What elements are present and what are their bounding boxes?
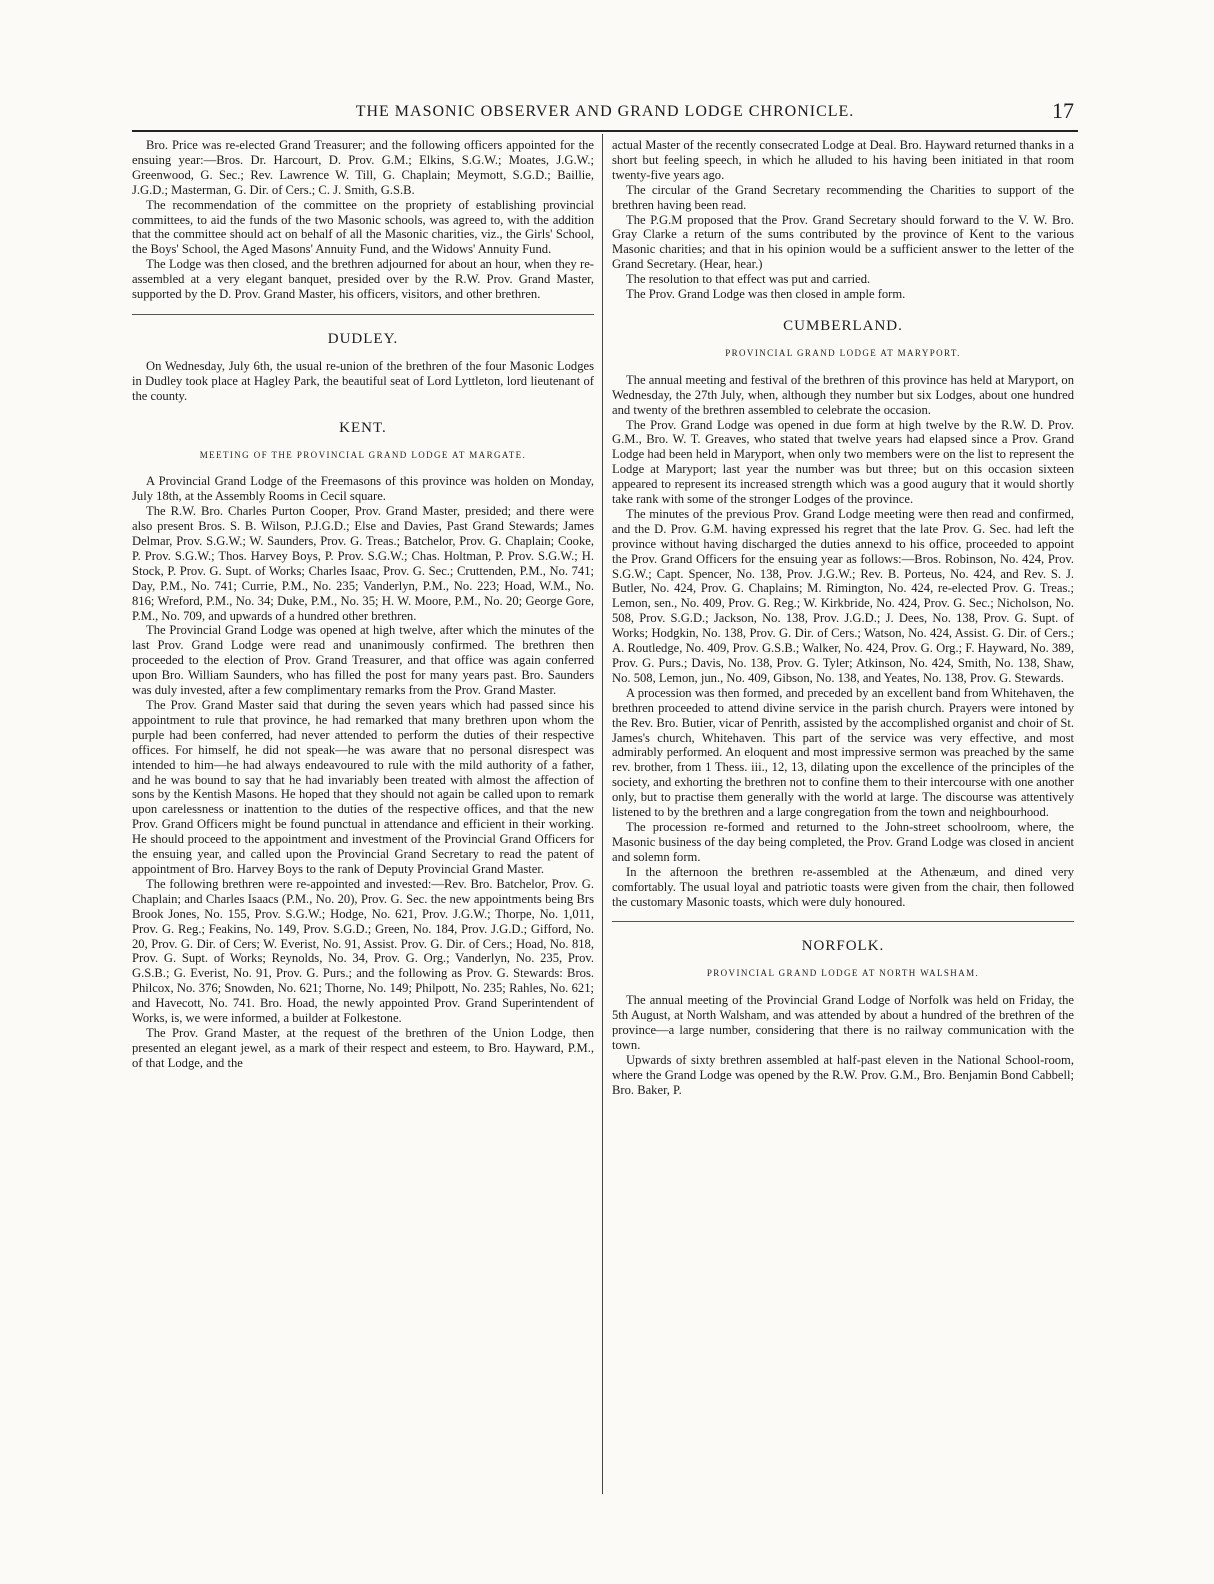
paragraph: The resolution to that effect was put and carried. [626,272,871,287]
paragraph: The minutes of the previous Prov. Grand Lodge meeting were then read and confirmed, and the D. Prov. G.M. having expressed his regret that the late Prov. G. Sec. had left the province without having discharged the duties annexd to his office, proceeded to appoint the Prov. Grand Officers for the ensuing year as follows:—Bros. Robinson, No. 424, Prov. S.G.W.; Capt. Spencer, No. 138, Prov. J.G.W.; Rev. B. Porteus, No. 424, and Rev. S. J. Butler, No. 424, Prov. G. Chaplains; M. Rimington, No. 424, re-elected Prov. G. Treas.; Lemon, sen., No. 409, Prov. G. Reg.; W. Kirkbride, No. 424, Prov. G. Sec.; Nicholson, No. 508, Prov. S.G.D.; Jackson, No. 138, Prov. J.G.D.; J. Dees, No. 138, Prov. G. Supt. of Works; Hodgkin, No. 138, Prov. G. Dir. of Cers.; Watson, No. 424, Assist. G. Dir. of Cers.; A. Routledge, No. 409, Prov. G.S.B.; Walker, No. 424, Prov. G. Org.; F. Hayward, No. 389, Prov. G. Purs.; Davis, No. 138, Prov. G. Tyler; Atkinson, No. 424, Smith, No. 138, Shaw, No. 508, Lemon, jun., No. 409, Gibson, No. 138, and Yeates, No. 138, Prov. G. Stewards. [612,506,1074,685]
section-title-kent: KENT. [339,419,387,436]
section-title-norfolk: NORFOLK. [801,938,885,955]
paragraph: The Prov. Grand Lodge was then closed in ample form. [626,287,906,302]
paragraph: The circular of the Grand Secretary recommending the Charities to support of the brethren having been read. [612,182,1074,212]
paragraph: The Prov. Grand Master said that during the seven years which had passed since his appointment to rule that province, he had remarked that many brethren upon whom the purple had been conferred, had never attended to perform the duties of their respective offices. For himself, he did not speak—he was aware that no personal disrespect was intended to him—he had always endeavoured to rule with the mild authority of a father, and he was bound to say that he had invariably been treated with almost the affection of sons by the Kentish Masons. He hoped that they should not again be called upon to remark upon carelessness or inattention to the duties of the respective offices, and that the new Prov. Grand Officers might be found punctual in attendance and efficient in their working. He should proceed to the appointment and investment of the Provincial Grand Officers for the ensuing year, and called upon the Provincial Grand Secretary to read the patent of appointment of Bro. Harvey Boys to the rank of Deputy Provincial Grand Master. [132,698,594,876]
left-column [132,138,594,1486]
paragraph: The annual meeting of the Provincial Grand Lodge of Norfolk was held on Friday, the 5th August, at North Walsham, and was attended by about a hundred of the brethren of the province—a large number, considering that there is no railway communication with the town. [612,993,1074,1052]
paragraph: The Prov. Grand Master, at the request of the brethren of the Union Lodge, then presented an elegant jewel, as a mark of their respect and esteem, to Bro. Hayward, P.M., of that Lodge, and the [132,1025,594,1070]
paragraph: The procession re-formed and returned to the John-street schoolroom, where, the Masonic business of the day being completed, the Prov. Grand Lodge was closed in ancient and solemn form. [612,819,1074,864]
paragraph: Bro. Price was re-elected Grand Treasurer; and the following officers appointed for the ensuing year:—Bros. Dr. Harcourt, D. Prov. G.M.; Elkins, S.G.W.; Moates, J.G.W.; Greenwood, G. Sec.; Rev. Lawrence W. Till, G. Chaplain; Meymott, S.G.D.; Baillie, J.G.D.; Masterman, G. Dir. of Cers.; C. J. Smith, G.S.B. [132,138,594,197]
paragraph: The Prov. Grand Lodge was opened in due form at high twelve by the R.W. D. Prov. G.M., Bro. W. T. Greaves, who stated that twelve years had elapsed since a Prov. Grand Lodge had been held in Maryport, when only two members were on the list to represent the Lodge at Maryport; last year the number was but three; but on this occasion sixteen appeared to represent its increased strength which was a good augury that it would shortly take rank with some of the stronger Lodges of the province. [612,417,1074,507]
section-rule [612,921,1074,922]
paragraph: On Wednesday, July 6th, the usual re-union of the brethren of the four Masonic Lodges in Dudley took place at Hagley Park, the beautiful seat of Lord Lyttleton, lord lieutenant of the county. [132,358,594,403]
paragraph: In the afternoon the brethren re-assembled at the Athenæum, and dined very comfortably. The usual loyal and patriotic toasts were given from the chair, then followed the customary Masonic toasts, which were duly honoured. [612,864,1074,909]
paragraph: The following brethren were re-appointed and invested:—Rev. Bro. Batchelor, Prov. G. Chaplain; and Charles Isaacs (P.M., No. 20), Prov. G. Sec. the new appointments being Brs Brook Jones, No. 155, Prov. S.G.W.; Hodge, No. 621, Prov. J.G.W.; Thorpe, No. 1,011, Prov. G. Reg.; Feakins, No. 149, Prov. S.G.D.; Green, No. 184, Prov. J.G.D.; Gifford, No. 20, Prov. G. Dir. of Cers; W. Everist, No. 91, Assist. Prov. G. Dir. of Cers.; Hoad, No. 818, Prov. G. Supt. of Works; Reynolds, No. 34, Prov. G. Org.; Vanderlyn, No. 235, Prov. G.S.B.; G. Everist, No. 91, Prov. G. Purs.; and the following as Prov. G. Stewards: Bros. Philcox, No. 376; Snowden, No. 621; Thorne, No. 149; Philpott, No. 235; Rahles, No. 621; and Havecott, No. 741. Bro. Hoad, the newly appointed Prov. Grand Superintendent of Works, is, we were informed, a builder at Folkestone. [132,876,594,1026]
paragraph: The R.W. Bro. Charles Purton Cooper, Prov. Grand Master, presided; and there were also present Bros. S. B. Wilson, P.J.G.D.; Else and Davies, Past Grand Stewards; James Delmar, Prov. S.G.W.; W. Saunders, Prov. G. Treas.; Batchelor, Prov. G. Chaplain; Cooke, P. Prov. S.G.W.; Thos. Harvey Boys, P. Prov. S.G.W.; Chas. Holtman, P. Prov. S.G.W.; H. Stock, P. Prov. G. Supt. of Works; Charles Isaac, Prov. G. Sec.; Cruttenden, P.M., No. 741; Day, P.M., No. 741; Currie, P.M., No. 235; Vanderlyn, P.M., No. 223; Hoad, W.M., No. 816; Wreford, P.M., No. 34; Duke, P.M., No. 35; H. W. Moore, P.M., No. 20; George Gore, P.M., No. 709, and upwards of a hundred other brethren. [132,504,594,623]
paragraph: The Lodge was then closed, and the brethren adjourned for about an hour, when they re-assembled at a very elegant banquet, presided over by the R.W. Prov. Grand Master, supported by the D. Prov. Grand Master, his officers, visitors, and other brethren. [132,257,594,302]
paragraph: A Provincial Grand Lodge of the Freemasons of this province was holden on Monday, July 18th, at the Assembly Rooms in Cecil square. [132,474,594,504]
paragraph: A procession was then formed, and preceded by an excellent band from Whitehaven, the brethren proceeded to attend divine service in the parish church. Prayers were intoned by the Rev. Bro. Butier, vicar of Penrith, assisted by the accomplished organist and choir of St. James's church, Whitehaven. This part of the service was very effective, and most admirably performed. An eloquent and most impressive sermon was preached by the same rev. brother, from 1 Thess. iii., 12, 13, dilating upon the excellence of the principles of the society, and exhorting the brethren not to confine them to their intercourse with one another only, but to practise them generally with the world at large. The discourse was attentively listened to by the brethren and a large congregation from the town and neighbourhood. [612,685,1074,820]
section-subtitle-cumberland: PROVINCIAL GRAND LODGE AT MARYPORT. [725,347,961,358]
paragraph: The annual meeting and festival of the brethren of this province has held at Maryport, on Wednesday, the 27th July, when, although they number but six Lodges, about one hundred and twenty of the brethren assembled to celebrate the occasion. [612,372,1074,417]
section-title-cumberland: CUMBERLAND. [783,317,903,334]
paragraph: actual Master of the recently consecrated Lodge at Deal. Bro. Hayward returned thanks in a short but feeling speech, in which he alluded to his having been initiated in that room twenty-five years ago. [612,138,1074,182]
right-column [612,138,1074,1486]
page-number: 17 [1052,98,1074,123]
section-subtitle-norfolk: PROVINCIAL GRAND LODGE AT NORTH WALSHAM. [706,968,980,979]
column-divider [602,134,603,1494]
paragraph: The Provincial Grand Lodge was opened at high twelve, after which the minutes of the last Prov. Grand Lodge were read and unanimously confirmed. The brethren then proceeded to the election of Prov. Grand Treasurer, and that office was again conferred upon Bro. William Saunders, who has filled the post for many years past. Bro. Saunders was duly invested, after a few complimentary remarks from the Prov. Grand Master. [132,623,594,698]
section-rule [132,314,594,315]
paragraph: Upwards of sixty brethren assembled at half-past eleven in the National School-room, where the Grand Lodge was opened by the R.W. Prov. G.M., Bro. Benjamin Bond Cabbell; Bro. Baker, P. [612,1052,1074,1097]
section-subtitle-kent: MEETING OF THE PROVINCIAL GRAND LODGE AT MARGATE. [199,449,527,460]
paragraph: The P.G.M proposed that the Prov. Grand Secretary should forward to the V. W. Bro. Gray Clarke a return of the sums contributed by the province of Kent to the various Masonic charities; and that in his opinion would be a sufficient answer to the letter of the Grand Secretary. (Hear, hear.) [612,212,1074,272]
running-title: THE MASONIC OBSERVER AND GRAND LODGE CHRONICLE. [355,103,855,120]
paragraph: The recommendation of the committee on the propriety of establishing provincial committees, to aid the funds of the two Masonic schools, was agreed to, with the addition that the committee should act on behalf of all the Masonic charities, viz., the Girls' School, the Boys' School, the Aged Masons' Annuity Fund, and the Widows' Annuity Fund. [132,197,594,257]
section-title-dudley: DUDLEY. [327,330,399,347]
header-rule [132,130,1078,132]
